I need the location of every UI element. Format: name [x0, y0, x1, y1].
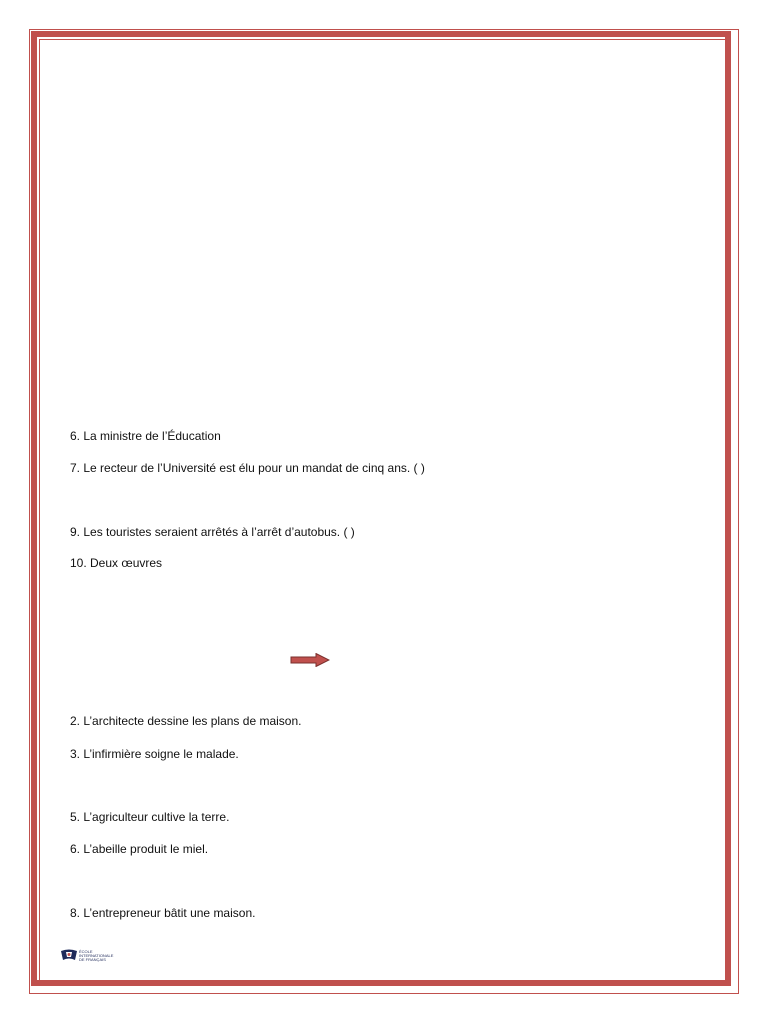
logo-text-line-3: DE FRANÇAIS — [79, 957, 106, 962]
exercise-line-7: 7. Le recteur de l’Université est élu pour un mandat de cinq ans. ( ) — [70, 461, 425, 475]
exercise-line-10: 10. Deux œuvres — [70, 556, 163, 570]
logo-text-line-2: INTERNATIONALE — [79, 953, 114, 958]
logo-text-line-1: ÉCOLE — [79, 949, 93, 954]
answer-line-5: 5. L’agriculteur cultive la terre. — [70, 810, 230, 824]
exercise-line-6: 6. La ministre de l’Éducation — [70, 429, 221, 443]
school-logo-text — [79, 950, 113, 962]
answer-line-2: 2. L’architecte dessine les plans de maison. — [70, 714, 302, 728]
arrow-right-icon — [290, 653, 330, 667]
answer-line-8: 8. L’entrepreneur bâtit une maison. — [70, 906, 256, 920]
school-logo-icon — [60, 948, 78, 962]
answer-line-3: 3. L’infirmière soigne le malade. — [70, 747, 239, 761]
answer-line-6: 6. L’abeille produit le miel. — [70, 842, 209, 856]
exercise-line-9: 9. Les touristes seraient arrêtés à l’arrêt d’autobus. ( ) — [70, 525, 355, 539]
